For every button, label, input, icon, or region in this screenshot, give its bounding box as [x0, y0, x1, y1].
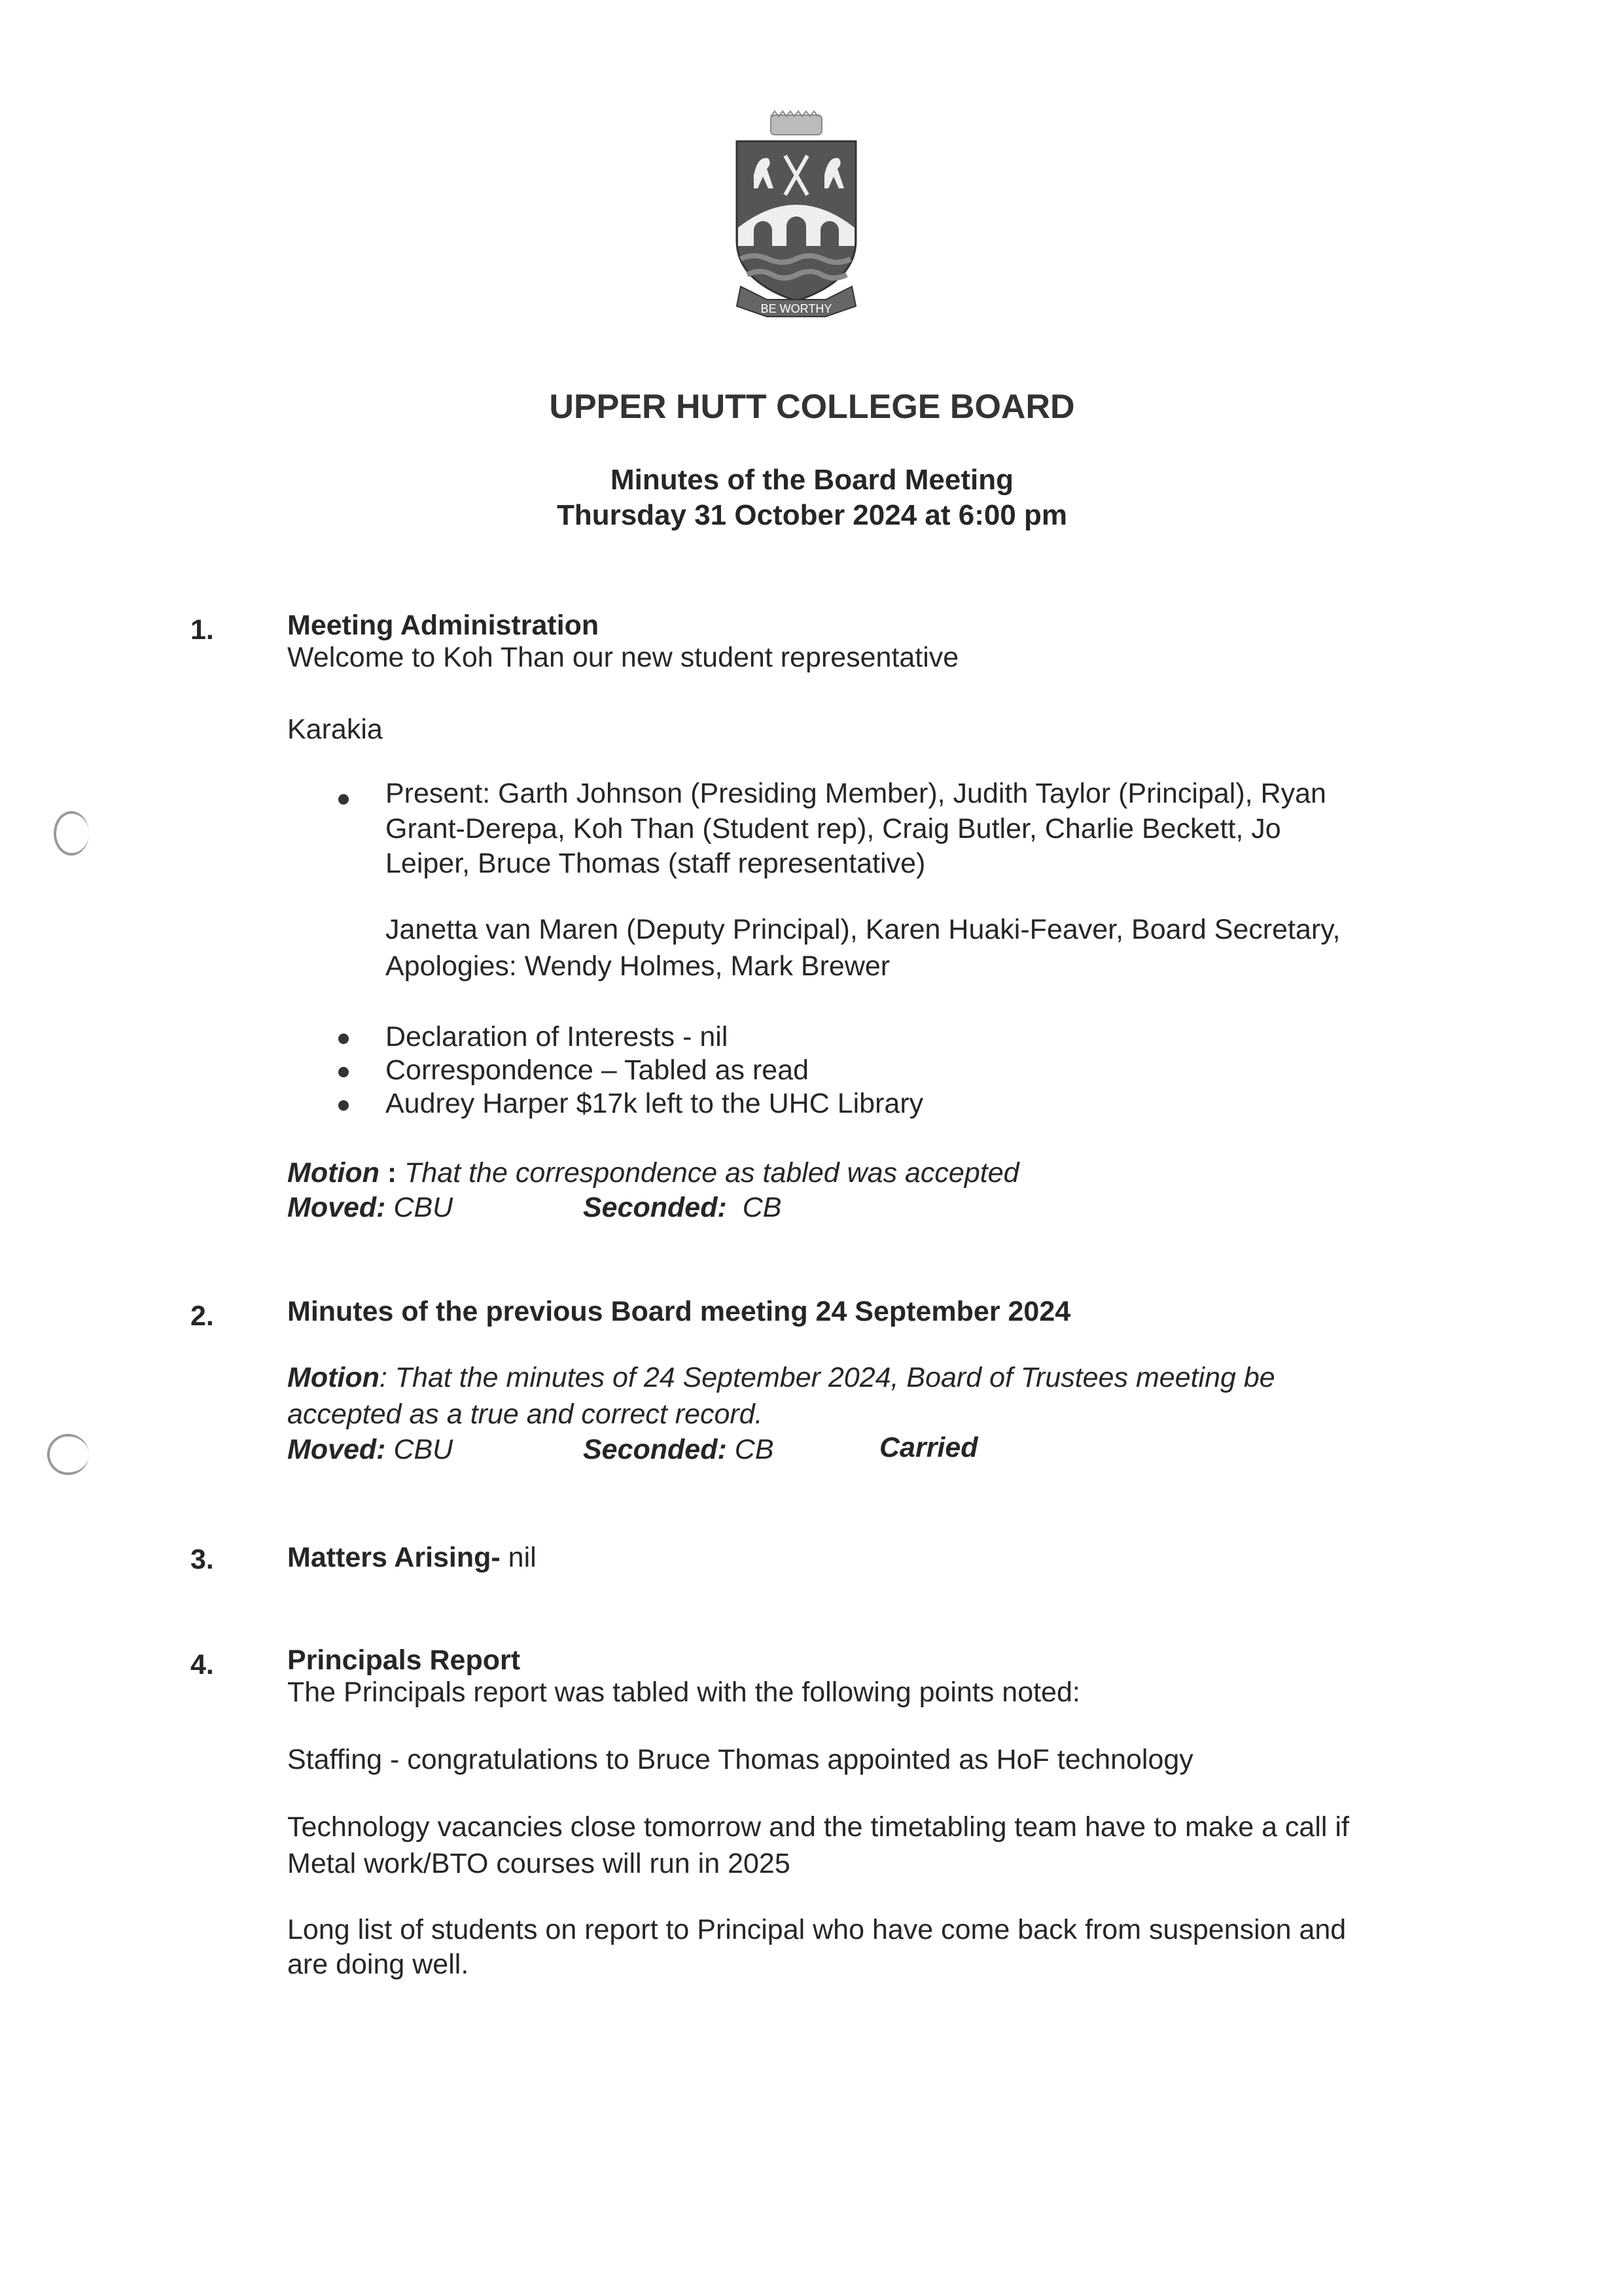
section-number: 2. [190, 1300, 214, 1332]
seconded-line [583, 1432, 774, 1467]
bullet-item: Audrey Harper $17k left to the UHC Library [385, 1088, 924, 1119]
motion-label: Motion [287, 1157, 380, 1189]
section-heading: Principals Report [287, 1644, 521, 1676]
moved-label: Moved: [287, 1434, 386, 1465]
report-intro: The Principals report was tabled with the following points noted: [287, 1677, 1080, 1708]
moved-label: Moved: [287, 1192, 386, 1223]
students-note: are doing well. [287, 1949, 469, 1980]
staffing-note: Staffing - congratulations to Bruce Thomas appointed as HoF technology [287, 1744, 1193, 1775]
seconded-line [583, 1190, 781, 1225]
section-heading: Meeting Administration [287, 610, 599, 641]
present-line: Leiper, Bruce Thomas (staff representative) [385, 848, 926, 879]
students-note: Long list of students on report to Principal who have come back from suspension and [287, 1914, 1347, 1945]
document-title: UPPER HUTT COLLEGE BOARD [549, 388, 1075, 426]
bullet-item: Correspondence – Tabled as read [385, 1054, 809, 1086]
motion-text: That the correspondence as tabled was accepted [404, 1157, 1019, 1189]
section-heading: Minutes of the previous Board meeting 24 September 2024 [287, 1296, 1071, 1327]
seconded-label: Seconded: [583, 1192, 727, 1223]
moved-value: CBU [385, 1434, 453, 1465]
seconded-value: CB [726, 1192, 782, 1223]
technology-note: Metal work/BTO courses will run in 2025 [287, 1848, 790, 1879]
punch-hole-mark [54, 811, 89, 856]
present-line: Grant-Derepa, Koh Than (Student rep), Craig Butler, Charlie Beckett, Jo [385, 813, 1281, 844]
motion-line [287, 1360, 1275, 1395]
svg-text:BE WORTHY: BE WORTHY [760, 302, 832, 315]
college-crest-logo [728, 110, 865, 319]
motion-label: Motion [287, 1362, 380, 1393]
seconded-label: Seconded: [583, 1434, 727, 1465]
section-heading [287, 1540, 537, 1575]
document-subtitle: Minutes of the Board Meeting [610, 464, 1014, 496]
moved-line [287, 1190, 453, 1225]
seconded-value: CB [726, 1434, 774, 1465]
bullet-item: Declaration of Interests - nil [385, 1021, 728, 1052]
motion-text: accepted as a true and correct record. [287, 1399, 763, 1430]
motion-text: : That the minutes of 24 September 2024, Board of Trustees meeting be [379, 1362, 1275, 1393]
bullet-icon [338, 1067, 349, 1077]
section-number: 1. [190, 614, 214, 646]
motion-separator: : [379, 1157, 405, 1189]
karakia-text: Karakia [287, 714, 383, 745]
heading-suffix: nil [500, 1542, 537, 1573]
moved-value: CBU [385, 1192, 453, 1223]
motion-line [287, 1155, 1019, 1191]
bullet-icon [338, 794, 349, 805]
section-number: 4. [190, 1649, 214, 1680]
attendance-line: Janetta van Maren (Deputy Principal), Karen Huaki-Feaver, Board Secretary, [385, 914, 1341, 945]
attendance-line: Apologies: Wendy Holmes, Mark Brewer [385, 950, 891, 982]
welcome-text: Welcome to Koh Than our new student representative [287, 642, 959, 673]
motion-result: Carried [879, 1432, 978, 1463]
present-line: Present: Garth Johnson (Presiding Member), Judith Taylor (Principal), Ryan [385, 778, 1326, 809]
bullet-icon [338, 1100, 349, 1111]
section-number: 3. [190, 1544, 214, 1575]
bullet-icon [338, 1034, 349, 1044]
heading-text: Matters Arising- [287, 1542, 501, 1573]
meeting-date: Thursday 31 October 2024 at 6:00 pm [556, 499, 1068, 531]
technology-note: Technology vacancies close tomorrow and the timetabling team have to make a call if [287, 1811, 1349, 1843]
punch-hole-mark [47, 1434, 89, 1475]
moved-line [287, 1432, 453, 1467]
